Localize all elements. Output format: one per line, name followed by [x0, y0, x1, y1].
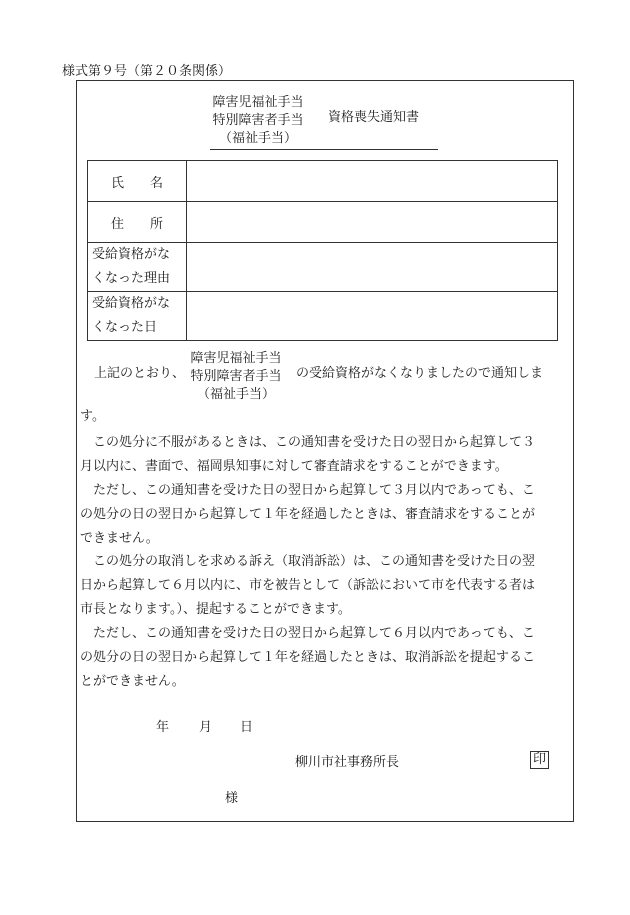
paragraph-line: 月以内に、書面で、福岡県知事に対して審査請求をすることができます。 — [80, 459, 508, 474]
date-year: 年 — [156, 720, 170, 735]
notice-allowance-stack: 障害児福祉手当 特別障害者手当 （福祉手当） — [190, 351, 282, 402]
table-row — [88, 202, 558, 243]
info-table — [87, 160, 558, 341]
name-value — [187, 161, 558, 202]
date-lost-label: 受給資格がな くなった日 — [88, 292, 187, 341]
title-underline — [210, 149, 438, 150]
paragraph-line: ただし、この通知書を受けた日の翌日から起算して３月以内であっても、こ — [80, 483, 535, 498]
date-lost-value — [187, 292, 558, 341]
paragraph-line: ただし、この通知書を受けた日の翌日から起算して６月以内であっても、こ — [80, 626, 535, 641]
title-allowance-line: （福祉手当） — [218, 131, 297, 146]
paragraph-line: できません。 — [80, 531, 159, 546]
title-allowance-line: 障害児福祉手当 — [212, 95, 304, 110]
name-label: 氏 名 — [88, 161, 187, 202]
title-allowance-stack — [203, 94, 313, 148]
paragraph-line: の処分の日の翌日から起算して１年を経過したときは、審査請求をすることが — [80, 507, 536, 522]
reason-value — [187, 243, 558, 292]
paragraph-line: この処分に不服があるときは、この通知書を受けた日の翌日から起算して３ — [80, 435, 536, 450]
notice-suffix: の受給資格がなくなりましたので通知しま — [296, 366, 544, 381]
address-label: 住 所 — [88, 202, 187, 243]
document-title: 資格喪失通知書 — [328, 110, 420, 125]
title-allowance-line: 特別障害者手当 — [212, 113, 304, 128]
paragraph-line: とができません。 — [80, 674, 185, 689]
paragraph-line: 日から起算して６月以内に、市を被告として（訴訟において市を代表する者は — [80, 578, 536, 593]
seal-mark: 印 — [530, 751, 549, 769]
date-day: 日 — [240, 720, 254, 735]
notice-prefix: 上記のとおり、 — [94, 366, 186, 381]
paragraph-line: 市長となります。）、提起することができます。 — [80, 602, 351, 617]
form-number: 様式第９号（第２０条関係） — [62, 64, 232, 79]
date-month: 月 — [199, 720, 213, 735]
paragraph-line: この処分の取消しを求める訴え（取消訴訟）は、この通知書を受けた日の翌 — [80, 554, 536, 569]
table-row — [88, 292, 558, 341]
notice-wrap: す。 — [80, 409, 105, 424]
table-row — [88, 161, 558, 202]
table-row — [88, 243, 558, 292]
issuer-name: 柳川市社事務所長 — [295, 755, 400, 770]
addressee-suffix: 様 — [225, 791, 239, 806]
reason-label: 受給資格がな くなった理由 — [88, 243, 187, 292]
paragraph-line: の処分の日の翌日から起算して１年を経過したときは、取消訴訟を提起するこ — [80, 650, 536, 665]
address-value — [187, 202, 558, 243]
